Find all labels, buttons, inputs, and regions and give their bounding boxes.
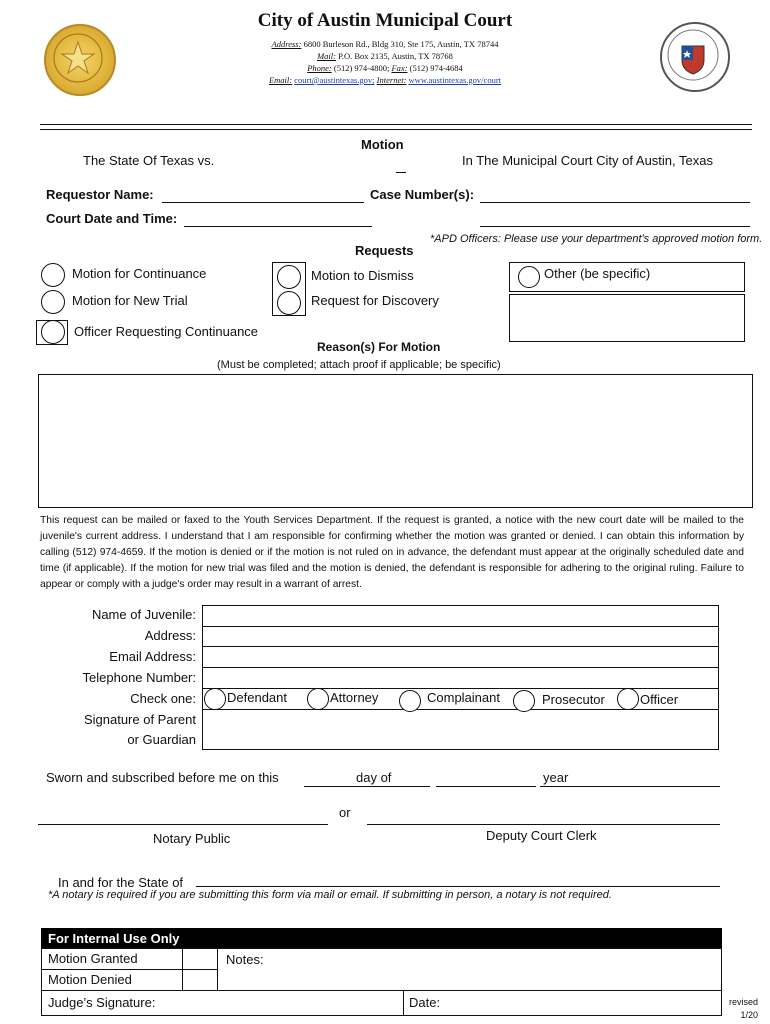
email-link[interactable]: court@austintexas.gov; [294,75,375,85]
motion-denied-label: Motion Denied [48,972,132,987]
motion-heading: Motion [361,137,404,152]
internal-col-divider-2 [217,948,218,990]
signature-label-1: Signature of Parent [83,712,196,727]
internal-use-header [41,928,722,948]
officer-label: Officer [640,692,679,707]
complainant-label: Complainant [427,690,500,705]
header-address-line [0,38,770,50]
juvenile-address-field[interactable] [202,626,719,647]
case-number-field-2[interactable] [480,210,750,227]
attorney-label: Attorney [330,690,379,705]
juvenile-phone-label: Telephone Number: [82,670,196,685]
juvenile-name-field[interactable] [202,605,719,627]
signature-label-2: or Guardian [127,732,196,747]
address-value: 6800 Burleson Rd., Bldg 310, Ste 175, Austin, TX 78744 [303,39,499,49]
year-label: year [543,770,569,785]
dismiss-label: Motion to Dismiss [311,268,414,283]
notary-note: *A notary is required if you are submitting this form via mail or email. If submitting in person, a notary is not required. [48,889,612,901]
state-of-texas-text: The State Of Texas vs. [83,153,215,168]
header-phone-line [0,62,770,74]
notice-paragraph: This request can be mailed or faxed to the Youth Services Department. If the request is granted, a notice with the new court date will be mailed to the juvenile's current address. I understand that I am responsible for confirming whether the motion was granted or denied. I can obtain this information by calling (512) 974-4659. If the motion is denied or if the motion is not ruled on in advance, the defendant must appear at the originally scheduled date and time (if applicable). If the motion for new trial was filed and the motion is denied, the defendant is responsible for adhering to the original ruling. Failure to appear or comply with a judge's order may result in a warrant of arrest. [40,515,744,590]
phone-label: Phone: [307,63,332,73]
officer-continuance-radio[interactable] [41,320,65,344]
prosecutor-radio[interactable] [513,690,535,712]
internet-link[interactable]: www.austintexas.gov/court [408,75,502,85]
officer-radio[interactable] [617,688,639,710]
dismiss-radio[interactable] [277,265,301,289]
notary-signature-field[interactable] [38,808,328,825]
date-label: Date: [409,995,441,1010]
requestor-name-label: Requestor Name: [46,187,154,202]
juvenile-labels [40,605,196,755]
sworn-text: Sworn and subscribed before me on this [46,770,279,785]
defendant-radio[interactable] [204,688,226,710]
revised-date: 1/20 [740,1010,758,1020]
state-of-label: In and for the State of [58,875,184,890]
case-number-label: Case Number(s): [370,187,475,202]
prosecutor-label: Prosecutor [542,692,605,707]
continuance-label: Motion for Continuance [72,266,207,281]
notary-public-label: Notary Public [153,831,231,846]
or-label: or [339,805,351,820]
reasons-subheading: (Must be completed; attach proof if applicable; be specific) [217,359,501,371]
internal-row-divider-2 [41,990,722,991]
sworn-month-field[interactable] [436,769,536,787]
header-mail-line [0,50,770,62]
requests-heading: Requests [355,243,414,258]
defendant-label: Defendant [227,690,287,705]
mail-value: P.O. Box 2135, Austin, TX 78768 [338,51,453,61]
motion-granted-check[interactable] [184,950,216,968]
reasons-heading: Reason(s) For Motion [317,340,441,354]
motion-granted-label: Motion Granted [48,951,138,966]
case-number-field[interactable] [480,186,750,203]
revised-label: revised [728,997,758,1007]
other-specify-field[interactable] [509,294,745,342]
phone-value: (512) 974-4800; [333,63,390,73]
requestor-name-field[interactable] [162,186,364,203]
mail-label: Mail: [317,51,336,61]
signature-field[interactable] [202,710,719,750]
check-one-label: Check one: [130,691,196,706]
header-email-line [0,74,770,86]
juvenile-email-field[interactable] [202,647,719,668]
judge-signature-label: Judge’s Signature: [48,995,156,1010]
continuance-radio[interactable] [41,263,65,287]
new-trial-radio[interactable] [41,290,65,314]
clerk-signature-field[interactable] [367,808,720,825]
discovery-label: Request for Discovery [311,293,439,308]
address-label: Address: [271,39,302,49]
court-date-field[interactable] [184,210,372,227]
notes-label: Notes: [226,952,264,967]
juvenile-phone-field[interactable] [202,668,719,689]
fax-value: (512) 974-4684 [409,63,463,73]
court-date-label: Court Date and Time: [46,211,178,226]
day-of-label: day of [356,770,392,785]
complainant-radio[interactable] [399,690,421,712]
header-divider-top [40,124,752,125]
new-trial-label: Motion for New Trial [72,293,188,308]
internal-use-title: For Internal Use Only [48,931,180,946]
municipal-court-text: In The Municipal Court City of Austin, Texas [462,153,713,168]
other-label: Other (be specific) [544,266,651,281]
deputy-clerk-label: Deputy Court Clerk [486,828,597,843]
other-radio[interactable] [518,266,540,288]
attorney-radio[interactable] [307,688,329,710]
email-label: Email: [268,75,293,85]
state-of-field[interactable] [196,870,720,887]
internal-col-divider-3 [403,990,404,1016]
motion-denied-check[interactable] [184,971,216,989]
header-divider-bottom [40,129,752,130]
reasons-textarea[interactable] [38,374,753,508]
internet-label: Internet: [376,75,407,85]
apd-officer-note: *APD Officers: Please use your department's approved motion form. [430,233,763,245]
officer-continuance-label: Officer Requesting Continuance [74,324,259,339]
internal-row-divider-1 [41,969,217,970]
juvenile-address-label: Address: [144,628,196,643]
motion-underline-mark [396,172,406,173]
court-title: City of Austin Municipal Court [257,10,513,31]
fax-label: Fax: [391,63,408,73]
juvenile-name-label: Name of Juvenile: [91,607,196,622]
discovery-radio[interactable] [277,291,301,315]
juvenile-email-label: Email Address: [109,649,196,664]
revised-note [726,996,758,1022]
